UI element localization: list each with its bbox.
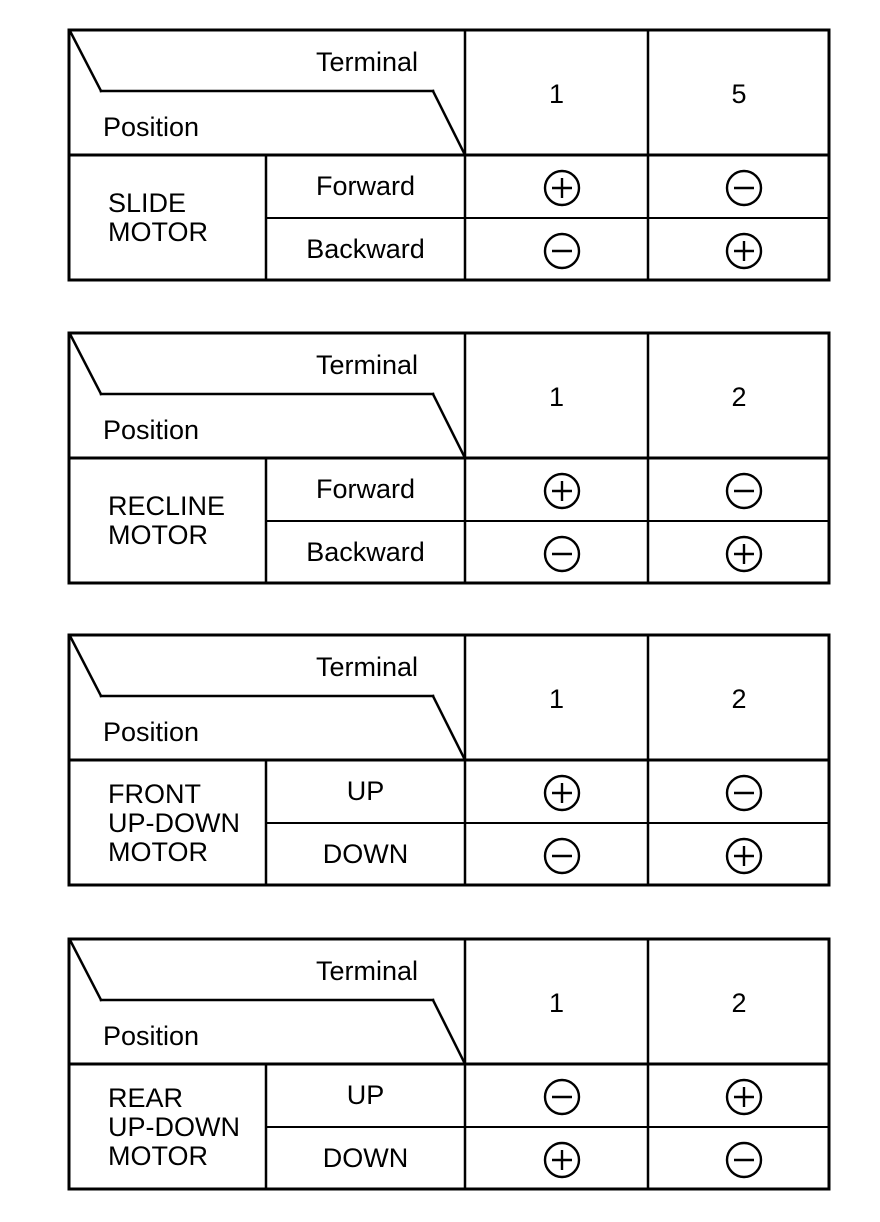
position-label: Backward — [306, 536, 425, 567]
minus-in-circle-icon — [543, 837, 581, 875]
terminal-table — [68, 634, 830, 886]
motor-label: REAR UP-DOWN MOTOR — [108, 1082, 240, 1171]
terminal-number: 2 — [731, 684, 747, 714]
terminal-table — [68, 332, 830, 584]
header-diagonal — [433, 394, 465, 458]
minus-in-circle-icon — [725, 1141, 763, 1179]
terminal-number: 5 — [731, 79, 747, 109]
plus-in-circle-icon — [543, 472, 581, 510]
header-diagonal — [70, 334, 101, 394]
minus-in-circle-icon — [725, 472, 763, 510]
plus-in-circle-icon — [543, 774, 581, 812]
position-label: UP — [346, 1079, 385, 1110]
minus-in-circle-icon — [543, 535, 581, 573]
minus-in-circle-icon — [543, 232, 581, 270]
position-label: Forward — [315, 170, 416, 201]
minus-in-circle-icon — [725, 774, 763, 812]
minus-in-circle-icon — [543, 1078, 581, 1116]
position-label: Backward — [306, 233, 425, 264]
header-diagonal — [433, 1000, 465, 1064]
header-diagonal — [433, 696, 465, 760]
terminal-number: 1 — [548, 988, 565, 1018]
terminal-table — [68, 29, 830, 281]
header-diagonal — [70, 31, 101, 91]
header-diagonal — [70, 636, 101, 696]
minus-in-circle-icon — [725, 169, 763, 207]
position-label: UP — [346, 775, 385, 806]
terminal-label: Terminal — [316, 47, 419, 77]
position-label: Position — [103, 1021, 200, 1051]
terminal-table — [68, 938, 830, 1190]
header-diagonal — [433, 91, 465, 155]
terminal-number: 1 — [548, 684, 565, 714]
plus-in-circle-icon — [543, 1141, 581, 1179]
position-label: DOWN — [322, 1142, 409, 1173]
terminal-number: 2 — [731, 988, 747, 1018]
motor-label: RECLINE MOTOR — [108, 491, 226, 550]
motor-label: SLIDE MOTOR — [108, 188, 208, 247]
position-label: DOWN — [322, 838, 409, 869]
position-label: Position — [103, 415, 200, 445]
terminal-number: 2 — [731, 382, 747, 412]
terminal-label: Terminal — [316, 350, 419, 380]
terminal-label: Terminal — [316, 652, 419, 682]
plus-in-circle-icon — [725, 1078, 763, 1116]
plus-in-circle-icon — [725, 232, 763, 270]
position-label: Forward — [315, 473, 416, 504]
terminal-label: Terminal — [316, 956, 419, 986]
plus-in-circle-icon — [543, 169, 581, 207]
terminal-number: 1 — [548, 382, 565, 412]
plus-in-circle-icon — [725, 837, 763, 875]
position-label: Position — [103, 717, 200, 747]
plus-in-circle-icon — [725, 535, 763, 573]
position-label: Position — [103, 112, 200, 142]
header-diagonal — [70, 940, 101, 1000]
motor-label: FRONT UP-DOWN MOTOR — [108, 778, 240, 867]
terminal-number: 1 — [548, 79, 565, 109]
